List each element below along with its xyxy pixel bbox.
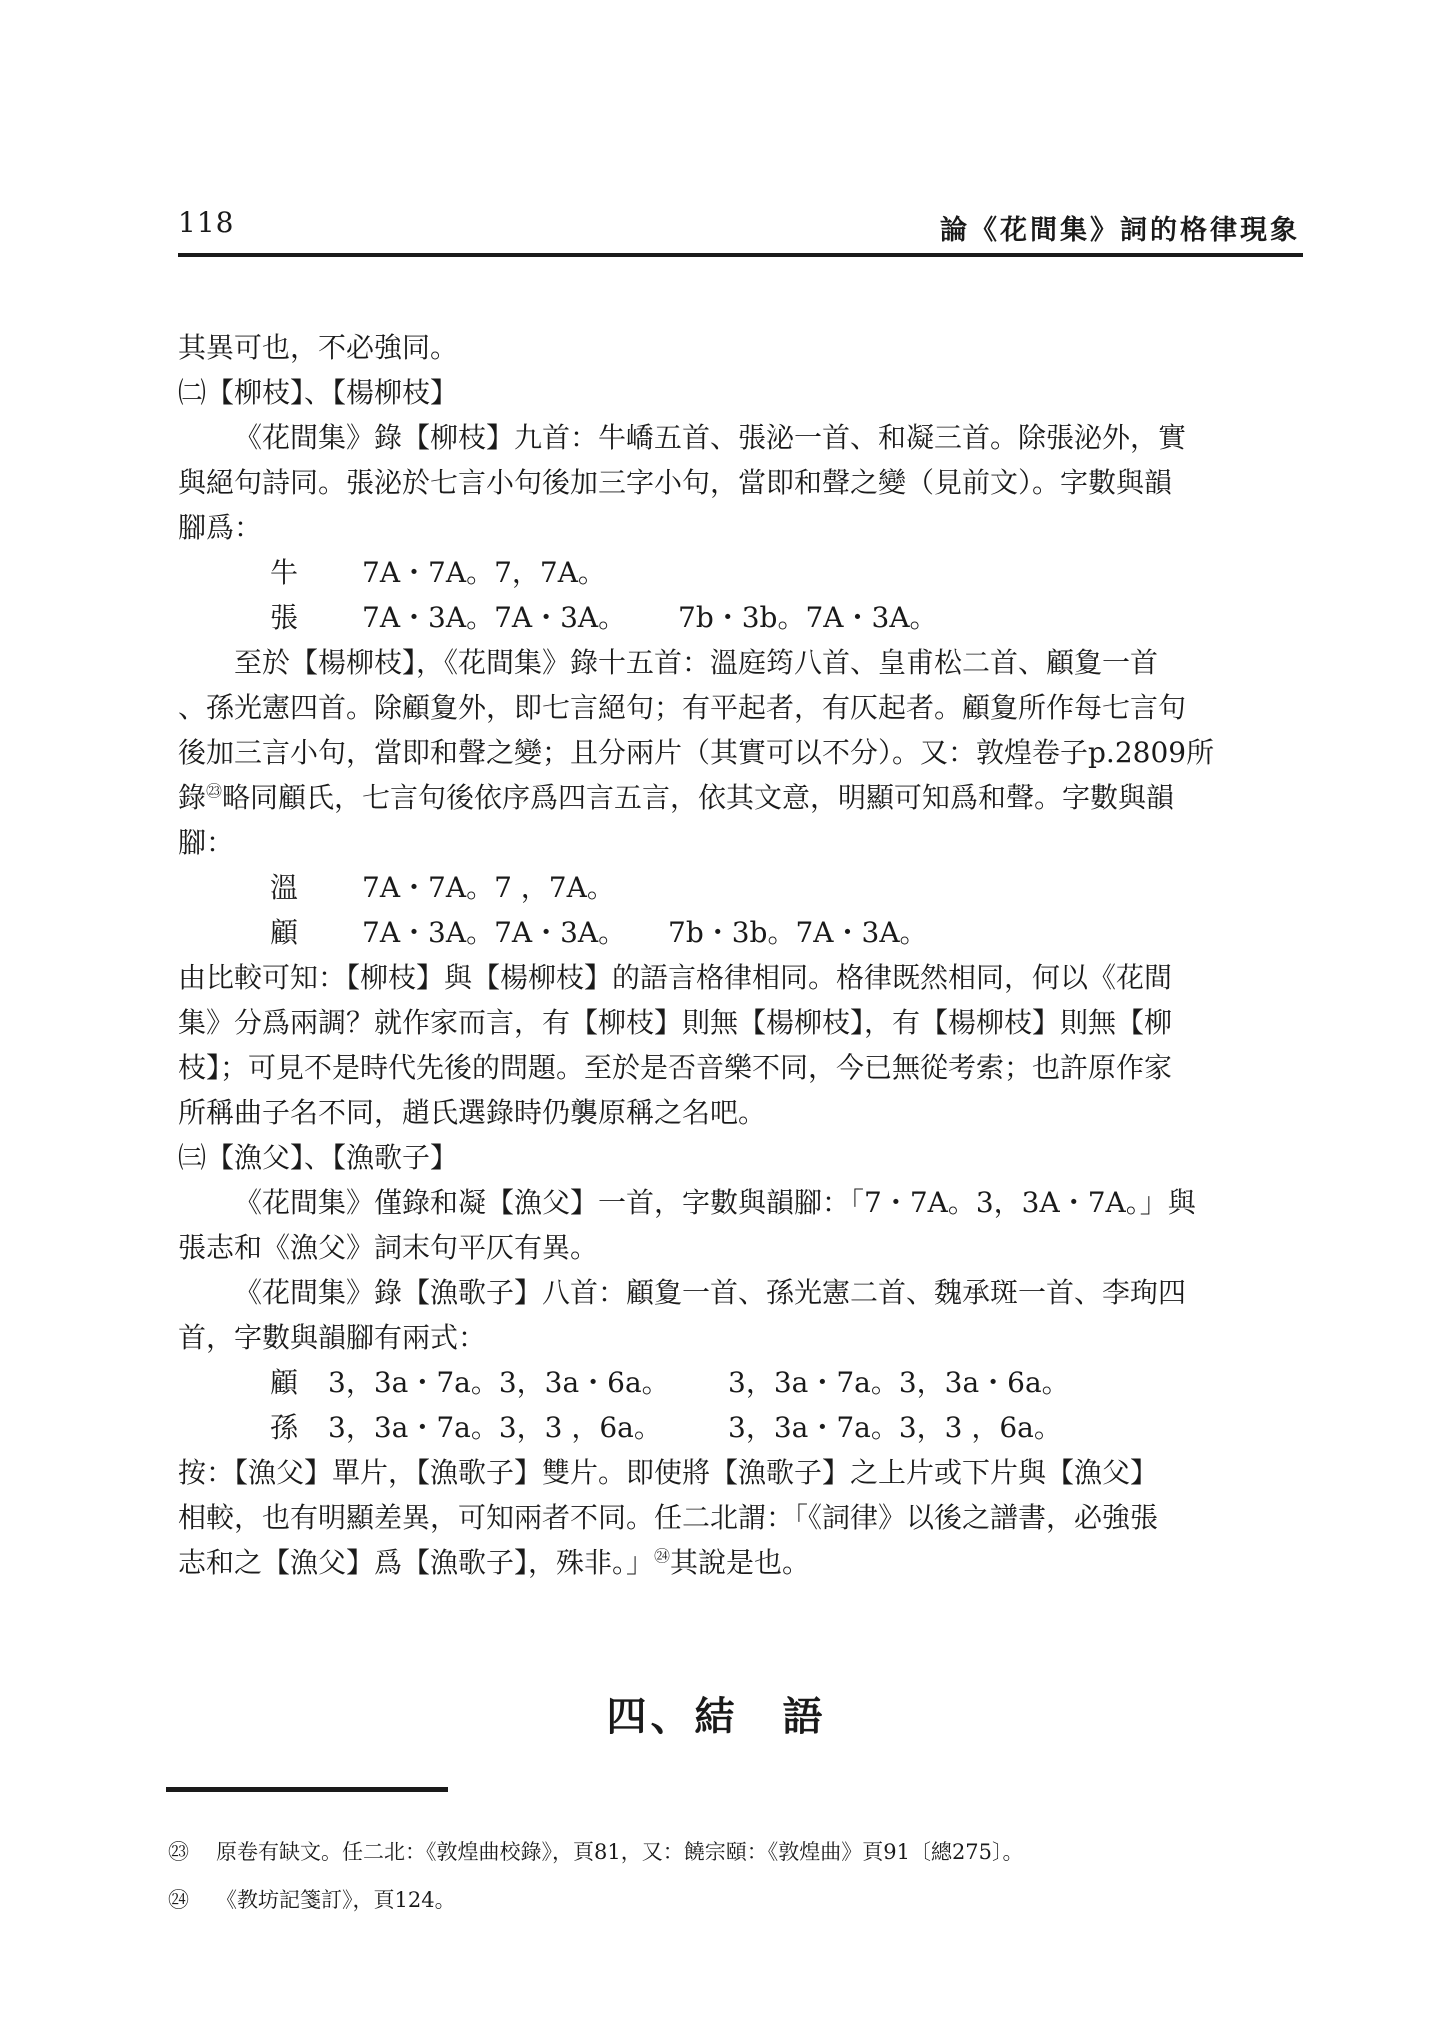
page-number: 118 <box>178 206 235 239</box>
pattern-row <box>178 1405 1302 1450</box>
paragraph-line: 枝】；可見不是時代先後的問題。至於是否音樂不同，今已無從考索；也許原作家 <box>178 1051 1173 1084</box>
pattern-a: 3，3a・7a。3，3a・6a。 <box>328 1366 670 1399</box>
paragraph-line: 按：【漁父】單片，【漁歌子】雙片。即使將【漁歌子】之上片或下片與【漁父】 <box>178 1456 1159 1489</box>
paragraph-line: 《花間集》僅錄和凝【漁父】一首，字數與韻腳：「7・7A。3，3A・7A。」與 <box>234 1186 1196 1219</box>
paragraph-line: 腳爲： <box>178 511 263 544</box>
footnote-mark: ㉔ <box>168 1888 189 1912</box>
running-title: 論《花間集》詞的格律現象 <box>940 215 1300 246</box>
footnote-item <box>168 1876 1298 1924</box>
line-text: 其說是也。 <box>670 1546 811 1579</box>
footnote-mark: ㉓ <box>168 1840 189 1864</box>
paragraph-line: 與絕句詩同。張泌於七言小句後加三字小句，當即和聲之變（見前文）。字數與韻 <box>178 466 1173 499</box>
author-label: 張 <box>270 601 299 634</box>
paragraph-line: 首，字數與韻腳有兩式： <box>178 1321 487 1354</box>
line-text: 錄 <box>178 781 207 814</box>
body-text <box>178 325 1302 1585</box>
footnote-ref[interactable]: ㉓ <box>206 781 223 801</box>
footnote-text: 《教坊記箋訂》，頁124。 <box>216 1888 456 1912</box>
footnote-rule <box>166 1787 448 1792</box>
pattern-b: 7b・3b。7A・3A。 <box>668 916 928 949</box>
paragraph-line: 、孫光憲四首。除顧夐外，即七言絕句；有平起者，有仄起者。顧夐所作每七言句 <box>178 691 1187 724</box>
paragraph-line: 《花間集》錄【漁歌子】八首：顧夐一首、孫光憲二首、魏承斑一首、李珣四 <box>234 1276 1187 1309</box>
line-text: 略同顧氏，七言句後依序爲四言五言，依其文意，明顯可知爲和聲。字數與韻 <box>222 781 1175 814</box>
paragraph-line: 相較，也有明顯差異，可知兩者不同。任二北謂：「《詞律》以後之譜書，必強張 <box>178 1501 1159 1534</box>
author-label: 顧 <box>270 916 299 949</box>
page-header <box>178 206 1300 246</box>
paragraph-line: 集》分爲兩調？就作家而言，有【柳枝】則無【楊柳枝】，有【楊柳枝】則無【柳 <box>178 1006 1173 1039</box>
author-label: 牛 <box>270 556 299 589</box>
subsection-heading: ㈡【柳枝】、【楊柳枝】 <box>178 376 459 409</box>
paragraph-line: 其異可也，不必強同。 <box>178 331 459 364</box>
pattern-row <box>178 595 1302 640</box>
author-label: 顧 <box>270 1366 299 1399</box>
subsection-heading: ㈢【漁父】、【漁歌子】 <box>178 1141 459 1174</box>
pattern-a: 7A・3A。7A・3A。 <box>362 916 627 949</box>
footnote-text: 原卷有缺文。任二北：《敦煌曲校錄》，頁81，又：饒宗頤：《敦煌曲》頁91〔總275〕。 <box>216 1840 1024 1864</box>
pattern-a: 3，3a・7a。3，3 ，6a。 <box>328 1411 662 1444</box>
pattern-a: 7A・7A。7 ，7A。 <box>362 871 615 904</box>
paragraph-line: 由比較可知：【柳枝】與【楊柳枝】的語言格律相同。格律既然相同，何以《花間 <box>178 961 1173 994</box>
footnote-item <box>168 1828 1298 1876</box>
paragraph-line: 張志和《漁父》詞末句平仄有異。 <box>178 1231 599 1264</box>
paragraph-line <box>178 775 1302 820</box>
paragraph-line <box>178 1540 1302 1585</box>
footnote-ref[interactable]: ㉔ <box>654 1546 671 1566</box>
author-label: 溫 <box>270 871 299 904</box>
footnotes <box>168 1828 1298 1924</box>
pattern-row <box>178 550 1302 595</box>
paragraph-line: 腳： <box>178 826 235 859</box>
pattern-a: 7A・3A。7A・3A。 <box>362 601 627 634</box>
pattern-a: 7A・7A。7，7A。 <box>362 556 606 589</box>
pattern-b: 3，3a・7a。3，3 ，6a。 <box>728 1411 1062 1444</box>
pattern-row <box>178 1360 1302 1405</box>
line-text: 志和之【漁父】爲【漁歌子】，殊非。」 <box>178 1546 655 1579</box>
pattern-b: 3，3a・7a。3，3a・6a。 <box>728 1366 1070 1399</box>
paragraph-line: 後加三言小句，當即和聲之變；且分兩片（其實可以不分）。又：敦煌卷子p.2809所 <box>178 736 1215 769</box>
paragraph-line: 至於【楊柳枝】，《花間集》錄十五首：溫庭筠八首、皇甫松二首、顧夐一首 <box>234 646 1159 679</box>
header-rule <box>178 253 1303 257</box>
author-label: 孫 <box>270 1411 299 1444</box>
paragraph-line: 《花間集》錄【柳枝】九首：牛嶠五首、張泌一首、和凝三首。除張泌外，實 <box>234 421 1187 454</box>
pattern-row <box>178 865 1302 910</box>
paragraph-line: 所稱曲子名不同，趙氏選錄時仍襲原稱之名吧。 <box>178 1096 767 1129</box>
pattern-row <box>178 910 1302 955</box>
pattern-b: 7b・3b。7A・3A。 <box>678 601 938 634</box>
section-title: 四、結 語 <box>606 1693 827 1740</box>
